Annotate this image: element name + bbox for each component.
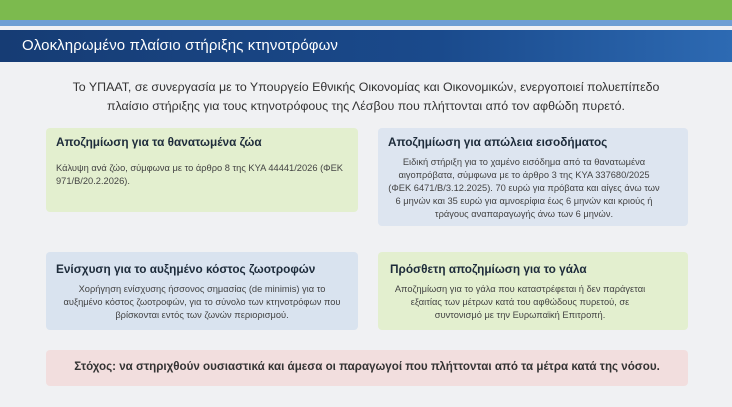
card-body: Κάλυψη ανά ζώο, σύμφωνα με το άρθρο 8 της ΚΥΑ 44441/2026 (ΦΕΚ 971/Β/20.2.2026). bbox=[56, 163, 343, 186]
card-title: Πρόσθετη αποζημίωση για το γάλα bbox=[390, 262, 587, 276]
title-banner bbox=[0, 30, 732, 62]
goal-banner bbox=[46, 350, 688, 386]
card-title: Αποζημίωση για τα θανατωμένα ζώα bbox=[56, 135, 262, 149]
card-body: Χορήγηση ενίσχυσης ήσσονος σημασίας (de minimis) για το αυξημένο κόστος ζωοτροφών, για το σύνολο των κτηνοτρόφων που βρίσκονται εντός των ζωνών περιορισμού. bbox=[63, 284, 341, 320]
secondary-accent-bar bbox=[0, 20, 732, 26]
goal-text: Στόχος: να στηριχθούν ουσιαστικά και άμεσα οι παραγωγοί που πλήττονται από τα μέτρα κατά της νόσου. bbox=[74, 360, 660, 373]
top-accent-bar bbox=[0, 0, 732, 20]
card-feed-cost-support bbox=[46, 252, 358, 330]
card-body: Αποζημίωση για το γάλα που καταστρέφεται ή δεν παράγεται εξαιτίας των μέτρων κατά του αφθώδους πυρετού, σε συντονισμό με την Ευρωπαϊκή Επιτροπή. bbox=[394, 284, 646, 320]
card-milk-compensation bbox=[378, 252, 688, 330]
card-title: Ενίσχυση για το αυξημένο κόστος ζωοτροφών bbox=[56, 262, 316, 276]
card-title: Αποζημίωση για απώλεια εισοδήματος bbox=[388, 135, 608, 149]
page-title: Ολοκληρωμένο πλαίσιο στήριξης κτηνοτρόφων bbox=[22, 37, 339, 54]
intro-text: Το ΥΠΑΑΤ, σε συνεργασία με το Υπουργείο Εθνικής Οικονομίας και Οικονομικών, ενεργοποιεί πολυεπίπεδο πλαίσιο στήριξης για τους κτηνοτρόφους της Λέσβου που πλήττονται από τον αφθώδη πυρετό. bbox=[72, 80, 660, 113]
card-killed-animals-compensation bbox=[46, 128, 358, 212]
card-body: Ειδική στήριξη για το χαμένο εισόδημα από τα θανατωμένα αιγοπρόβατα, σύμφωνα με το άρθρο 3 της ΚΥΑ 337680/2025 (ΦΕΚ 6471/Β/3.12.2025). 70 ευρώ για πρόβατα και αίγες άνω των 6 μηνών και 35 ευρώ για αμνοερίφια έως 6 μηνών και κριούς ή τράγους αναπαραγωγής άνω των 6 μηνών. bbox=[388, 157, 660, 219]
card-income-loss-compensation bbox=[378, 128, 688, 226]
